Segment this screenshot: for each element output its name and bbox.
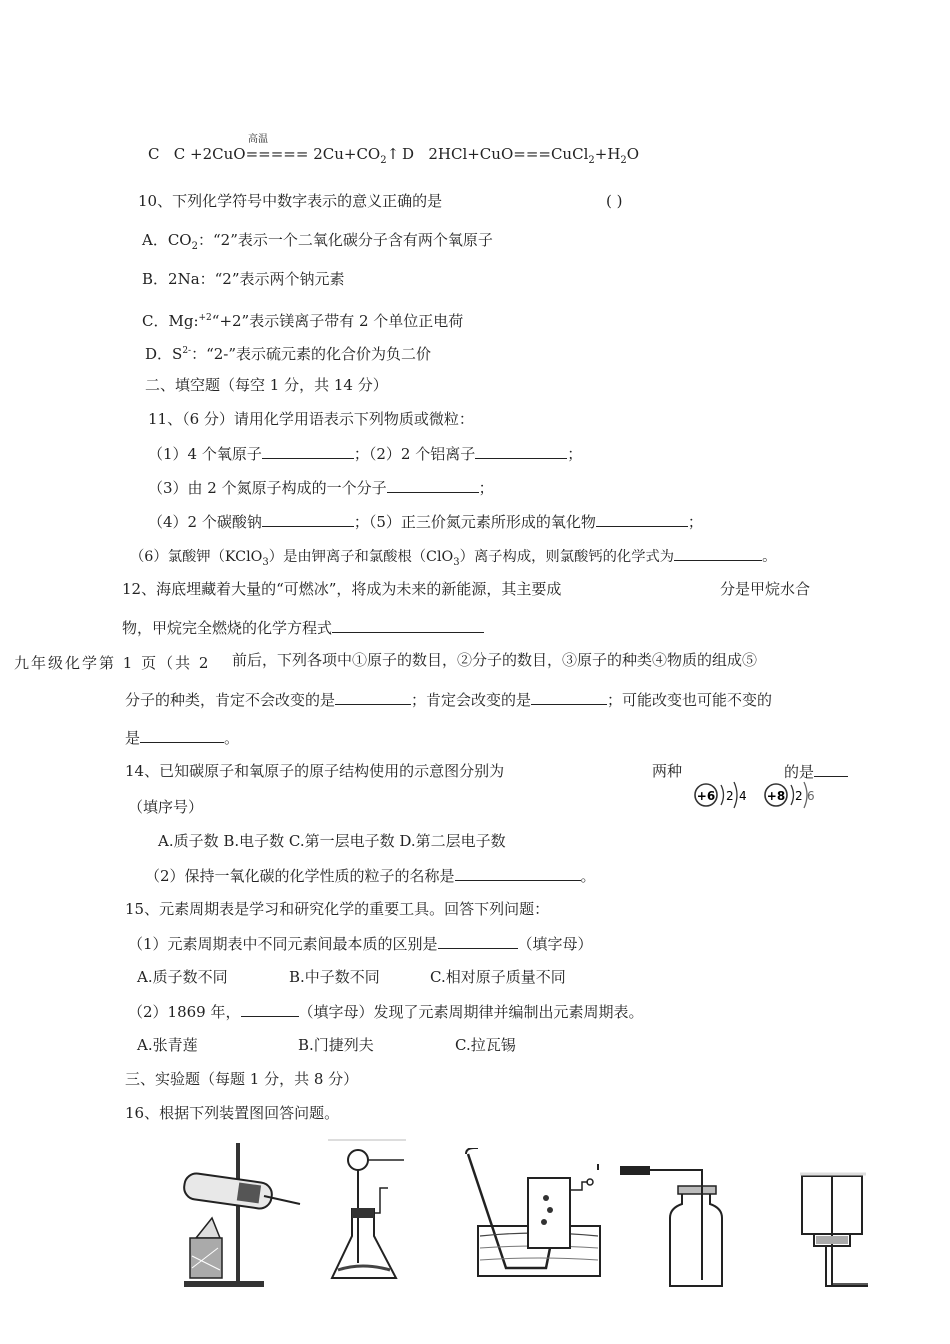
section-heading: 二、填空题（每空 1 分，共 14 分） <box>145 376 388 394</box>
section-heading: 三、实验题（每题 1 分，共 8 分） <box>125 1070 359 1088</box>
q15-part2: （2）1869 年， （填字母）发现了元素周期律并编制出元素周期表。 <box>128 1003 644 1021</box>
q13-line3: 是 。 <box>125 729 240 747</box>
answer-blank[interactable] <box>596 511 688 527</box>
svg-text:4: 4 <box>739 789 747 803</box>
svg-text:+8: +8 <box>766 789 786 803</box>
answer-blank[interactable] <box>262 443 354 459</box>
answer-blank[interactable] <box>455 865 581 881</box>
answer-paren: ( ) <box>606 192 623 210</box>
q14-line1c: 的是 <box>784 761 848 782</box>
answer-blank[interactable] <box>475 443 567 459</box>
q16-stem: 16、根据下列装置图回答问题。 <box>125 1104 340 1122</box>
q10-option-d: D．$S^{2-}$：“2-”表示硫元素的化合价为负二价 <box>145 345 432 363</box>
q14-line1: 14、已知碳原子和氧原子的原子结构使用的示意图分别为 <box>125 762 505 780</box>
q11-line4: （4）2 个碳酸钠 ；（5）正三价氮元素所形成的氧化物 ； <box>148 513 703 531</box>
answer-blank[interactable] <box>262 511 354 527</box>
q13-line2: 分子的种类，肯定不会改变的是 ；肯定会改变的是 ；可能改变也可能不变的 <box>125 691 773 709</box>
answer-blank[interactable] <box>140 727 224 743</box>
carbon-atom-diagram <box>695 782 747 808</box>
option-label: D <box>402 145 415 163</box>
q11-line3: （3）由 2 个氮原子构成的一个分子 ； <box>148 479 494 497</box>
atom-structure-diagrams <box>688 779 820 821</box>
option-d-equation: D $2HCl+CuO===CuCl_2+H_2O$ <box>402 145 640 166</box>
page-footer: 九年级化学第 1 页（共 2 <box>14 654 211 672</box>
q15-stem: 15、元素周期表是学习和研究化学的重要工具。回答下列问题： <box>125 900 550 918</box>
q10-stem: 10、下列化学符号中数字表示的意义正确的是 <box>138 192 443 210</box>
inverted-bottle-figure <box>796 1170 876 1292</box>
q15-name-c: C.拉瓦锡 <box>455 1036 516 1054</box>
q14-hint: （填序号） <box>128 798 204 816</box>
option-c-equation: C $C +2CuO===== 2Cu+CO_2↑$ <box>148 145 400 166</box>
q10-option-b: B．2Na：“2”表示两个钠元素 <box>142 270 345 288</box>
q15-name-a: A.张青莲 <box>137 1036 198 1054</box>
gas-arrow: ↑ <box>386 145 400 163</box>
answer-blank[interactable] <box>674 545 762 561</box>
flask-funnel-figure <box>328 1138 408 1290</box>
answer-blank[interactable] <box>332 617 484 633</box>
q14-line1b: 两种 <box>652 762 683 780</box>
q10-option-c: C．Mg:$^{+2}$“+2”表示镁离子带有 2 个单位正电荷 <box>142 312 464 330</box>
q12-line1a: 12、海底埋藏着大量的“可燃冰”，将成为未来的新能源，其主要成 <box>122 580 562 598</box>
q15-option-c: C.相对原子质量不同 <box>430 968 566 986</box>
answer-blank[interactable] <box>814 761 848 777</box>
oxygen-atom-diagram <box>765 782 815 808</box>
q12-line1b: 分是甲烷水合 <box>720 580 811 598</box>
svg-text:2: 2 <box>726 789 734 803</box>
reaction-condition: 高温 <box>248 134 268 145</box>
gas-bottle-figure <box>618 1162 728 1294</box>
water-collection-figure <box>458 1148 608 1280</box>
q10-option-a: A．$CO_2$：“2”表示一个二氧化碳分子含有两个氧原子 <box>142 231 493 252</box>
svg-text:2: 2 <box>795 789 803 803</box>
q15-name-b: B.门捷列夫 <box>298 1036 374 1054</box>
q11-stem: 11、（6 分）请用化学用语表示下列物质或微粒： <box>148 410 474 428</box>
q11-line1: （1）4 个氧原子 ；（2）2 个铝离子 ； <box>148 445 583 463</box>
svg-text:6: 6 <box>807 789 815 803</box>
answer-blank[interactable] <box>387 477 479 493</box>
answer-blank[interactable] <box>438 933 518 949</box>
q15-option-a: A.质子数不同 <box>137 968 228 986</box>
q11-line6: （6）氯酸钾（KClO$_3$）是由钾离子和氯酸根（ClO$_3$）离子构成，则氯酸钙的化学式为 。 <box>130 545 776 573</box>
heating-apparatus-figure <box>178 1138 308 1290</box>
option-label: C <box>148 145 160 163</box>
q15-part1: （1）元素周期表中不同元素间最本质的区别是 （填字母） <box>128 935 593 953</box>
q15-option-b: B.中子数不同 <box>289 968 380 986</box>
equation-text: C +2CuO===== 2Cu+CO <box>173 145 381 163</box>
answer-blank[interactable] <box>531 689 607 705</box>
q14-part2: （2）保持一氧化碳的化学性质的粒子的名称是 。 <box>145 867 596 885</box>
answer-blank[interactable] <box>335 689 411 705</box>
q12-line2: 物，甲烷完全燃烧的化学方程式 <box>122 617 484 638</box>
q13-line1: 前后，下列各项中①原子的数目，②分子的数目，③原子的种类④物质的组成⑤ <box>232 651 758 669</box>
q14-options: A.质子数 B.电子数 C.第一层电子数 D.第二层电子数 <box>158 832 506 850</box>
svg-text:+6: +6 <box>696 789 716 803</box>
answer-blank[interactable] <box>241 1001 299 1017</box>
